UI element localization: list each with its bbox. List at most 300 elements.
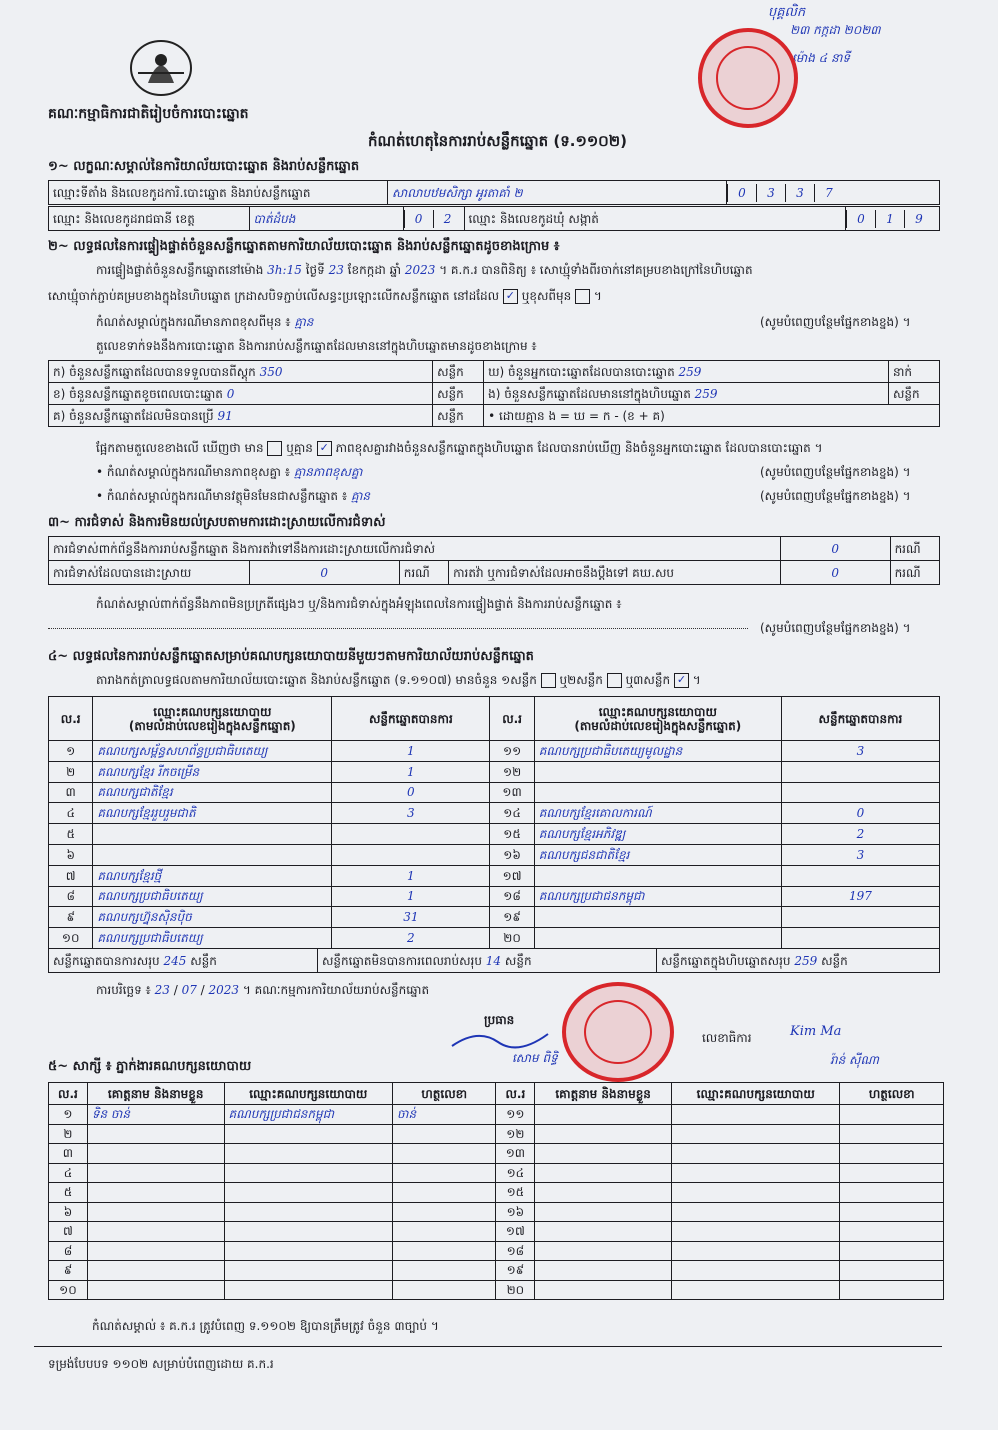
- section5-title: ៥~ សាក្សី ៖ ភ្នាក់ងារគណបក្សនយោបាយ: [48, 1059, 252, 1074]
- witness-name: [87, 1183, 224, 1203]
- witness-sign[interactable]: [393, 1261, 496, 1281]
- witness-row: [49, 1261, 944, 1281]
- witness-name: [535, 1241, 672, 1261]
- objections-table: [48, 536, 940, 585]
- commune-code-digit: 0: [846, 210, 875, 228]
- sub-text-2: ឬ២សន្លឹក: [559, 673, 603, 687]
- one-sheet-checkbox[interactable]: [541, 673, 556, 688]
- unit-sheet: សន្លឹក: [821, 953, 848, 968]
- date-line: ការបរិច្ឆេទ ៖ 23 / 07 / 2023 ។ គណៈកម្មការការិយាល័យរាប់សន្លឹកឆ្នោត: [96, 983, 430, 997]
- province-code-digit: 2: [433, 210, 462, 228]
- result-no: ៧: [49, 865, 93, 886]
- total-box-value: 259: [794, 953, 818, 968]
- witness-row: [49, 1222, 944, 1242]
- witness-party: [671, 1124, 840, 1144]
- result-votes: 197: [781, 886, 939, 907]
- witness-name: [535, 1163, 672, 1183]
- total-valid-label: សន្លឹកឆ្នោតបានការសរុប: [53, 953, 160, 968]
- chair-name: សោម ពិទ្ធិ: [512, 1051, 558, 1065]
- result-party: គណបក្សជាតិខ្មែរ: [93, 782, 332, 803]
- top-note-1: បុគ្គលិក: [768, 5, 806, 20]
- unit-sheet: សន្លឹក: [888, 383, 939, 405]
- result-row: [49, 907, 940, 928]
- witness-party: [224, 1183, 393, 1203]
- result-party: គណបក្សខ្មែរថ្មី: [93, 865, 332, 886]
- result-party: គណបក្សខ្មែរ រីកចម្រើន: [93, 761, 332, 782]
- witness-row: [49, 1183, 944, 1203]
- count-c-label: គ) ចំនួនសន្លឹកឆ្នោតដែលមិនបានប្រើ: [53, 408, 214, 423]
- unit-case: ករណី: [890, 537, 939, 561]
- result-no: ១៤: [490, 803, 534, 824]
- result-party: គណបក្សខ្មែរគោលការណ៍: [534, 803, 781, 824]
- witness-sign[interactable]: [840, 1183, 944, 1203]
- col-no: ល.រ: [49, 697, 93, 741]
- result-row: [49, 865, 940, 886]
- bullet1-value: គ្មានភាពខុសគ្នា: [293, 465, 363, 479]
- section3-hint: (សូមបំពេញបន្ថែមផ្នែកខាងខ្នង) ។: [760, 621, 911, 635]
- witness-name: [87, 1124, 224, 1144]
- result-votes: [332, 824, 490, 845]
- sub-text-3: ឬ៣សន្លឹក: [625, 673, 671, 687]
- result-votes: 1: [332, 741, 490, 762]
- location-value: សាលាបឋមសិក្សា អូរតាគាំ ២: [388, 181, 727, 205]
- unit-sheet: សន្លឹក: [433, 383, 484, 405]
- col-party-l2: (តាមលំដាប់លេខរៀងក្នុងសន្លឹកឆ្នោត): [128, 718, 296, 733]
- result-party: គណបក្សប្រជាធិបតេយ្យ: [93, 928, 332, 949]
- witness-name: [535, 1105, 672, 1125]
- no-diff-checkbox[interactable]: ✓: [317, 441, 332, 456]
- witness-no: ៧: [49, 1222, 88, 1242]
- result-row: [49, 886, 940, 907]
- bullet2-label: • កំណត់សម្គាល់ក្នុងករណីមានវត្ថុមិនមែនជាសន្លឹកឆ្នោត ៖: [96, 489, 348, 503]
- witness-no: ១២: [496, 1124, 535, 1144]
- result-no: ៤: [49, 803, 93, 824]
- note-hint: (សូមបំពេញបន្ថែមផ្នែកខាងខ្នង) ។: [760, 315, 911, 329]
- location-label: ឈ្មោះទីតាំង និងលេខកូដការិ.បោះឆ្នោត និងរាប់សន្លឹកឆ្នោត: [49, 181, 388, 205]
- witness-sign[interactable]: [840, 1163, 944, 1183]
- result-party: គណបក្សជនជាតិខ្មែរ: [534, 844, 781, 865]
- result-votes: [781, 865, 939, 886]
- w-col-sign: ហត្ថលេខា: [840, 1083, 944, 1105]
- result-votes: 1: [332, 886, 490, 907]
- witness-no: ៨: [49, 1241, 88, 1261]
- witness-party: [671, 1105, 840, 1125]
- result-no: ១៣: [490, 782, 534, 803]
- top-note-3: ម៉ោង ៤ នាទី: [792, 51, 851, 65]
- unit-person: នាក់: [888, 361, 939, 383]
- witness-sign[interactable]: [840, 1222, 944, 1242]
- witness-no: ១៨: [496, 1241, 535, 1261]
- committee-label: ។ គណៈកម្មការការិយាល័យរាប់សន្លឹកឆ្នោត: [242, 983, 430, 997]
- witness-no: ២: [49, 1124, 88, 1144]
- result-party: [534, 928, 781, 949]
- witness-sign[interactable]: [393, 1183, 496, 1203]
- witness-row: [49, 1280, 944, 1300]
- witness-no: ១៩: [496, 1261, 535, 1281]
- location-code-digit: 3: [785, 184, 814, 202]
- note-value: គ្មាន: [294, 315, 314, 329]
- witness-row: [49, 1241, 944, 1261]
- col-party: [534, 697, 781, 741]
- date-year: 2023: [208, 983, 240, 997]
- col-no: ល.រ: [490, 697, 534, 741]
- witness-no: ៣: [49, 1144, 88, 1164]
- result-no: ៦: [49, 844, 93, 865]
- result-no: ១០: [49, 928, 93, 949]
- witness-party: [671, 1241, 840, 1261]
- result-no: ១៧: [490, 865, 534, 886]
- count-a-value: 350: [259, 364, 283, 379]
- section3-note: កំណត់សម្គាល់ពាក់ព័ន្ធនឹងភាពមិនប្រក្រតីផ្សេងៗ ឬ/និងការជំទាស់ក្នុងអំឡុងពេលនៃការផ្ទៀងផ្ទាត់ និងការរាប់សន្លឹកឆ្នោត ៖: [96, 597, 622, 611]
- count-a-label: ក) ចំនួនសន្លឹកឆ្នោតដែលបានទទួលបានពីស្តុក: [53, 364, 256, 379]
- totals-table: [48, 948, 940, 973]
- top-note-2: ២៣ កក្កដា ២០២៣: [790, 23, 881, 37]
- witness-sign[interactable]: [840, 1202, 944, 1222]
- section2-title: ២~ លទ្ធផលនៃការផ្ទៀងផ្ទាត់ចំនួនសន្លឹកឆ្នោតតាមការិយាល័យបោះឆ្នោត និងរាប់សន្លឹកឆ្នោតដូចខាងក្រោម ៖: [48, 239, 560, 254]
- result-no: ១៨: [490, 886, 534, 907]
- total-box-label: សន្លឹកឆ្នោតក្នុងហិបឆ្នោតសរុប: [661, 953, 791, 968]
- result-row: [49, 928, 940, 949]
- unit-sheet: សន្លឹក: [433, 361, 484, 383]
- witness-no: ១៦: [496, 1202, 535, 1222]
- location-code-digit: 0: [727, 184, 756, 202]
- witness-no: ១៥: [496, 1183, 535, 1203]
- compare-text-3: ភាពខុសគ្នារវាងចំនួនសន្លឹកឆ្នោតក្នុងហិបឆ្នោត ដែលបានរាប់ឃើញ និងចំនួនអ្នកបោះឆ្នោត ដែលបានបោះឆ្នោត ។: [335, 441, 823, 455]
- bullet1: [96, 464, 362, 482]
- two-sheet-checkbox[interactable]: [607, 673, 622, 688]
- date-day: 23: [154, 983, 170, 997]
- result-party: គណបក្សសម្ព័ន្ធសហព័ន្ធប្រជាធិបតេយ្យ: [93, 741, 332, 762]
- unit-case: ករណី: [890, 561, 939, 585]
- bullet2-value: គ្មាន: [350, 489, 371, 503]
- witness-row: [49, 1105, 944, 1125]
- witness-name: [87, 1163, 224, 1183]
- section1-title: ១~ លក្ខណៈសម្គាល់នៃការិយាល័យបោះឆ្នោត និងរាប់សន្លឹកឆ្នោត: [48, 159, 360, 174]
- result-votes: 2: [781, 824, 939, 845]
- witness-sign[interactable]: [393, 1144, 496, 1164]
- col-votes: សន្លឹកឆ្នោតបានការ: [781, 697, 939, 741]
- secretary-signature: Kim Ma: [790, 1024, 842, 1039]
- changed-checkbox[interactable]: [575, 289, 590, 304]
- result-no: ៩: [49, 907, 93, 928]
- result-party: [93, 844, 332, 865]
- objection-appeal-value: 0: [780, 561, 890, 585]
- year-value: 2023: [404, 263, 436, 277]
- section4-sub: តារាងកត់ត្រាលទ្ធផលតាមការិយាល័យបោះឆ្នោត និងរាប់សន្លឹកឆ្នោត (ទ.១១០៧) មានចំនួន ១សន្លឹក ឬ២សន្លឹក ឬ៣សន្លឹក ✓ ។: [96, 673, 701, 687]
- witness-name: [535, 1222, 672, 1242]
- secretary-name: រ៉ាន់ ស៊ីណា: [830, 1053, 879, 1067]
- witness-party: [671, 1261, 840, 1281]
- result-votes: 3: [781, 844, 939, 865]
- witness-no: ១៣: [496, 1144, 535, 1164]
- count-b-value: 0: [226, 386, 235, 401]
- changed-label: ឬខុសពីមុន: [521, 289, 572, 303]
- witness-name: [87, 1261, 224, 1281]
- commune-code-digit: 9: [904, 210, 933, 228]
- count-c-value: 91: [217, 408, 233, 423]
- witness-sign[interactable]: [393, 1222, 496, 1242]
- three-sheet-checkbox[interactable]: ✓: [674, 673, 689, 688]
- objection-row1-value: 0: [780, 537, 890, 561]
- witness-sign[interactable]: [393, 1280, 496, 1300]
- count-d-label: ឃ) ចំនួនអ្នកបោះឆ្នោតដែលបានបោះឆ្នោត: [488, 364, 675, 379]
- total-valid-value: 245: [163, 953, 187, 968]
- date-month: 07: [181, 983, 197, 997]
- compare-text-2: ឬគ្មាន: [286, 441, 313, 455]
- witness-sign[interactable]: [840, 1241, 944, 1261]
- result-no: ១៩: [490, 907, 534, 928]
- result-party: គណបក្សប្រជាធិបតេយ្យ: [93, 886, 332, 907]
- chair-label: ប្រធាន: [484, 1013, 515, 1027]
- result-votes: [332, 844, 490, 865]
- bullet2: [96, 488, 370, 506]
- result-no: ១១: [490, 741, 534, 762]
- col-party-l1: ឈ្មោះគណបក្សនយោបាយ: [598, 704, 717, 719]
- section1-table-row2: [48, 206, 940, 231]
- para1-b: ថ្ងៃទី: [305, 263, 325, 277]
- form-title: កំណត់ហេតុនៃការរាប់សន្លឹកឆ្នោត (ទ.១១០២): [368, 132, 628, 150]
- col-party: [93, 697, 332, 741]
- compare-text: ផ្អែកតាមតួលេខខាងលើ ឃើញថា មាន: [96, 441, 264, 455]
- result-no: ១: [49, 741, 93, 762]
- witness-name: [87, 1280, 224, 1300]
- result-party: [534, 907, 781, 928]
- result-no: ២: [49, 761, 93, 782]
- w-col-name: គោត្តនាម និងនាមខ្លួន: [535, 1083, 672, 1105]
- form-reference: ទម្រង់បែបបទ ១១០២ សម្រាប់បំពេញដោយ គ.ក.រ: [48, 1357, 274, 1371]
- witness-name: [535, 1124, 672, 1144]
- witness-no: ៦: [49, 1202, 88, 1222]
- counts-table: [48, 360, 940, 427]
- witness-name: [87, 1202, 224, 1222]
- w-col-no: ល.រ: [49, 1083, 88, 1105]
- witness-row: [49, 1202, 944, 1222]
- witness-no: ១១: [496, 1105, 535, 1125]
- w-col-sign: ហត្ថលេខា: [393, 1083, 496, 1105]
- formula: • ដោយគ្មាន ង = ឃ = ក - (ខ + គ): [484, 405, 940, 427]
- result-votes: 0: [332, 782, 490, 803]
- witness-party: [224, 1202, 393, 1222]
- witness-sign[interactable]: ចាន់: [393, 1105, 496, 1125]
- col-party-l2: (តាមលំដាប់លេខរៀងក្នុងសន្លឹកឆ្នោត): [574, 718, 742, 733]
- result-party: គណបក្សខ្មែររួបរួមជាតិ: [93, 803, 332, 824]
- witness-no: ១០: [49, 1280, 88, 1300]
- witness-party: [224, 1280, 393, 1300]
- result-no: ៣: [49, 782, 93, 803]
- witness-no: ៥: [49, 1183, 88, 1203]
- result-no: ៨: [49, 886, 93, 907]
- result-votes: [781, 907, 939, 928]
- result-party: [93, 824, 332, 845]
- province-value: បាត់ដំបង: [249, 207, 403, 231]
- witness-row: [49, 1163, 944, 1183]
- result-no: ២០: [490, 928, 534, 949]
- province-code-digit: 0: [404, 210, 433, 228]
- section3-note-line: [48, 618, 748, 629]
- witness-sign[interactable]: [840, 1280, 944, 1300]
- witness-name: [535, 1183, 672, 1203]
- secretary-label: លេខាធិការ: [702, 1031, 752, 1045]
- unit-sheet: សន្លឹក: [433, 405, 484, 427]
- result-party: គណបក្សហ្វ៊ុនស៊ិនប៉ិច: [93, 907, 332, 928]
- count-d-value: 259: [678, 364, 702, 379]
- result-party: គណបក្សប្រជាធិបតេយ្យមូលដ្ឋាន: [534, 741, 781, 762]
- result-party: គណបក្សខ្មែរអភិវឌ្ឍ: [534, 824, 781, 845]
- witness-no: ១៤: [496, 1163, 535, 1183]
- witness-sign[interactable]: [393, 1202, 496, 1222]
- witness-name: [535, 1280, 672, 1300]
- bullet2-hint: (សូមបំពេញបន្ថែមផ្នែកខាងខ្នង) ។: [760, 489, 911, 503]
- witness-party: [224, 1124, 393, 1144]
- commune-label: ឈ្មោះ និងលេខកូដឃុំ សង្កាត់: [464, 207, 845, 231]
- witness-party: [671, 1144, 840, 1164]
- sub-text: តារាងកត់ត្រាលទ្ធផលតាមការិយាល័យបោះឆ្នោត និងរាប់សន្លឹកឆ្នោត (ទ.១១០៧) មានចំនួន ១សន្លឹក: [96, 673, 537, 687]
- witness-party: គណបក្សប្រជាជនកម្ពុជា: [224, 1105, 393, 1125]
- objection-appeal-label: ការតវ៉ា ឬការជំទាស់ដែលអាចនឹងប្តឹងទៅ គឃ.សប: [449, 561, 781, 585]
- total-invalid-label: សន្លឹកឆ្នោតមិនបានការពេលរាប់សរុប: [322, 953, 482, 968]
- witness-sign[interactable]: [840, 1105, 944, 1125]
- result-row: [49, 824, 940, 845]
- unit-case: ករណី: [399, 561, 448, 585]
- witness-name: ទិន ចាន់: [87, 1105, 224, 1125]
- witness-no: ១: [49, 1105, 88, 1125]
- witness-sign[interactable]: [393, 1241, 496, 1261]
- result-votes: 2: [332, 928, 490, 949]
- witness-name: [535, 1144, 672, 1164]
- col-votes: សន្លឹកឆ្នោតបានការ: [332, 697, 490, 741]
- result-party: [534, 761, 781, 782]
- w-col-no: ល.រ: [496, 1083, 535, 1105]
- results-table: [48, 696, 940, 949]
- witness-party: [224, 1222, 393, 1242]
- witness-party: [671, 1222, 840, 1242]
- official-stamp-bottom: [562, 982, 674, 1082]
- witness-party: [671, 1280, 840, 1300]
- result-row: [49, 741, 940, 762]
- witness-sign[interactable]: [393, 1124, 496, 1144]
- witness-sign[interactable]: [840, 1261, 944, 1281]
- para1-a: ការផ្ទៀងផ្ទាត់ចំនួនសន្លឹកឆ្នោតនៅម៉ោង: [96, 263, 264, 277]
- section1-table: [48, 180, 940, 205]
- note-label: កំណត់សម្គាល់ក្នុងករណីមានភាពខុសពីមុន ៖: [96, 315, 291, 329]
- witness-row: [49, 1124, 944, 1144]
- count-e-label: ង) ចំនួនសន្លឹកឆ្នោតដែលមាននៅក្នុងហិបឆ្នោត: [488, 386, 691, 401]
- result-votes: 1: [332, 865, 490, 886]
- commune-code: [845, 207, 939, 231]
- result-votes: 3: [332, 803, 490, 824]
- section2-note: [96, 314, 313, 332]
- has-diff-checkbox[interactable]: [267, 441, 282, 456]
- unit-sheet: សន្លឹក: [190, 953, 217, 968]
- result-no: ៥: [49, 824, 93, 845]
- witness-party: [224, 1261, 393, 1281]
- section3-title: ៣~ ការជំទាស់ និងការមិនយល់ស្របតាមការដោះស្រាយលើការជំទាស់: [48, 515, 386, 530]
- day-value: 23: [328, 263, 344, 277]
- location-code-digit: 7: [814, 184, 843, 202]
- para2: សោឃ្មុំចាក់ភ្ជាប់គម្របខាងក្នុងនៃហិបឆ្នោត ក្រដាសបិទភ្ជាប់លើសន្ធះប្រឡោះលើកសន្លឹកឆ្នោត នៅដដែល: [48, 289, 500, 303]
- para1-c: ខែកក្កដា ឆ្នាំ: [347, 263, 401, 277]
- result-votes: [781, 761, 939, 782]
- result-no: ១៥: [490, 824, 534, 845]
- province-code: [403, 207, 464, 231]
- bullet1-hint: (សូមបំពេញបន្ថែមផ្នែកខាងខ្នង) ។: [760, 465, 911, 479]
- result-no: ១២: [490, 761, 534, 782]
- result-row: [49, 782, 940, 803]
- objection-resolved-value: 0: [249, 561, 399, 585]
- province-label: ឈ្មោះ និងលេខកូដរាជធានី ខេត្ត: [49, 207, 250, 231]
- col-party-l1: ឈ្មោះគណបក្សនយោបាយ: [153, 704, 272, 719]
- result-party: [534, 865, 781, 886]
- result-votes: [781, 928, 939, 949]
- unit-sheet: សន្លឹក: [504, 953, 532, 968]
- bullet1-label: • កំណត់សម្គាល់ក្នុងករណីមានភាពខុសគ្នា ៖: [96, 465, 291, 479]
- objection-resolved-label: ការជំទាស់ដែលបានដោះស្រាយ: [49, 561, 250, 585]
- location-code-digit: 3: [756, 184, 785, 202]
- para1-d: ។ គ.ក.រ បានពិនិត្យ ៖ សោឃ្មុំទាំងពីរចាក់នៅគម្របខាងក្រៅនៃហិបឆ្នោត: [439, 263, 753, 277]
- result-votes: 3: [781, 741, 939, 762]
- total-invalid-value: 14: [485, 953, 502, 968]
- result-votes: 1: [332, 761, 490, 782]
- witness-party: [671, 1183, 840, 1203]
- witness-no: ៩: [49, 1261, 88, 1281]
- committee-name: គណៈកម្មាធិការជាតិរៀបចំការបោះឆ្នោត: [48, 106, 249, 122]
- result-party: [534, 782, 781, 803]
- date-label: ការបរិច្ឆេទ ៖: [96, 983, 151, 997]
- witness-row: [49, 1144, 944, 1164]
- witness-no: ១៧: [496, 1222, 535, 1242]
- witness-party: [224, 1163, 393, 1183]
- section2-intro: តួលេខទាក់ទងនឹងការបោះឆ្នោត និងការរាប់សន្លឹកឆ្នោតដែលមាននៅក្នុងហិបឆ្នោតមានដូចខាងក្រោម ៖: [96, 339, 537, 353]
- witness-sign[interactable]: [840, 1124, 944, 1144]
- witness-party: [224, 1144, 393, 1164]
- result-row: [49, 844, 940, 865]
- commune-code-digit: 1: [875, 210, 904, 228]
- section2-para2: សោឃ្មុំចាក់ភ្ជាប់គម្របខាងក្នុងនៃហិបឆ្នោត ក្រដាសបិទភ្ជាប់លើសន្ធះប្រឡោះលើកសន្លឹកឆ្នោត នៅដដែល ✓ ឬខុសពីមុន ។: [48, 289, 602, 303]
- witness-sign[interactable]: [840, 1144, 944, 1164]
- witness-name: [535, 1202, 672, 1222]
- section2-para1: [96, 262, 753, 280]
- count-e-value: 259: [694, 386, 718, 401]
- witness-party: [671, 1163, 840, 1183]
- same-checkbox[interactable]: ✓: [503, 289, 518, 304]
- w-col-name: គោត្តនាម និងនាមខ្លួន: [87, 1083, 224, 1105]
- emblem-logo: [128, 38, 194, 98]
- witness-no: ២០: [496, 1280, 535, 1300]
- chair-signature: [448, 1026, 558, 1052]
- witness-party: [671, 1202, 840, 1222]
- official-stamp-top: [698, 28, 798, 128]
- footer-divider: [34, 1346, 942, 1347]
- section4-title: ៤~ លទ្ធផលនៃការរាប់សន្លឹកឆ្នោតសម្រាប់គណបក្សនយោបាយនីមួយៗតាមការិយាល័យរាប់សន្លឹកឆ្នោត: [48, 649, 534, 664]
- compare-line: [96, 440, 823, 458]
- result-row: [49, 761, 940, 782]
- witness-table: [48, 1082, 944, 1300]
- location-code: [727, 181, 940, 205]
- witness-name: [87, 1144, 224, 1164]
- result-votes: [781, 782, 939, 803]
- result-party: គណបក្សប្រជាជនកម្ពុជា: [534, 886, 781, 907]
- witness-no: ៤: [49, 1163, 88, 1183]
- witness-sign[interactable]: [393, 1163, 496, 1183]
- result-votes: 0: [781, 803, 939, 824]
- count-b-label: ខ) ចំនួនសន្លឹកឆ្នោតខូចពេលបោះឆ្នោត: [53, 386, 223, 401]
- witness-name: [87, 1241, 224, 1261]
- result-no: ១៦: [490, 844, 534, 865]
- result-votes: 31: [332, 907, 490, 928]
- objection-row1-label: ការជំទាស់ពាក់ព័ន្ធនឹងការរាប់សន្លឹកឆ្នោត និងការតវ៉ាទៅនឹងការដោះស្រាយលើការជំទាស់: [49, 537, 781, 561]
- witness-name: [535, 1261, 672, 1281]
- time-value: 3h:15: [267, 263, 302, 277]
